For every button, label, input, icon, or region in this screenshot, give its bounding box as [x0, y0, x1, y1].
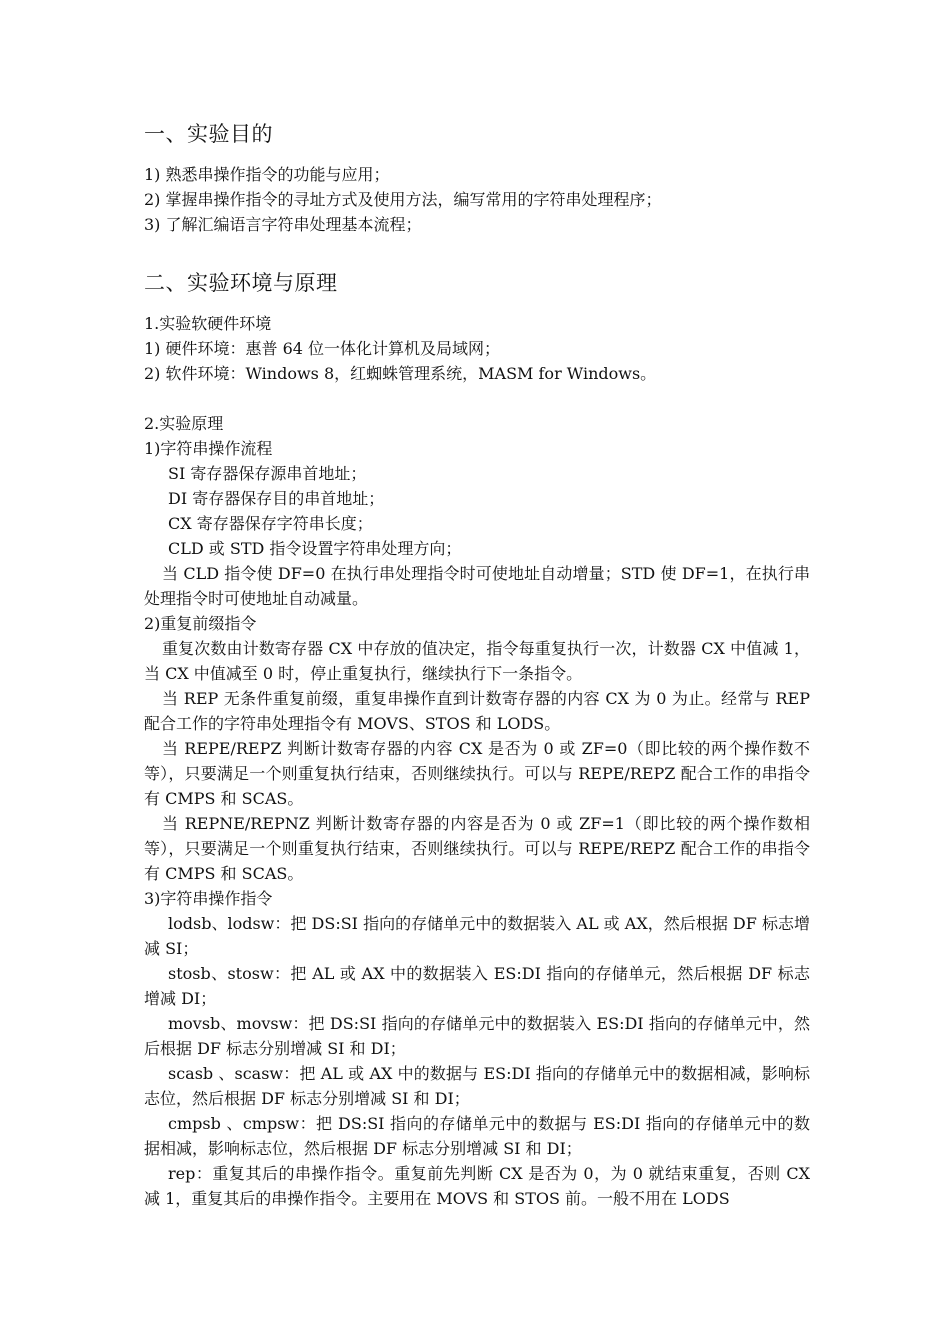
ops-paragraph: lodsb、lodsw：把 DS:SI 指向的存储单元中的数据装入 AL 或 AX，然后根据 DF 标志增减 SI； [144, 914, 810, 958]
section-heading-objectives: 一、实验目的 [144, 122, 273, 146]
prefix-paragraph: 重复次数由计数寄存器 CX 中存放的值决定，指令每重复执行一次，计数器 CX 中值减 1，当 CX 中值减至 0 时，停止重复执行，继续执行下一条指令。 [144, 639, 810, 683]
prefix-paragraph: 当 REPE/REPZ 判断计数寄存器的内容 CX 是否为 0 或 ZF=0（即比较的两个操作数不等），只要满足一个则重复执行结束，否则继续执行。可以与 REPE/REPZ 配合工作的串指令有 CMPS 和 SCAS。 [144, 739, 810, 808]
section-heading-environment: 二、实验环境与原理 [144, 271, 338, 295]
env-software: 2) 软件环境：Windows 8，红蜘蛛管理系统，MASM for Windows。 [144, 364, 657, 383]
flow-item: CLD 或 STD 指令设置字符串处理方向； [168, 539, 462, 558]
document-page [144, 118, 810, 1211]
flow-note: 当 CLD 指令使 DF=0 在执行串处理指令时可使地址自动增量；STD 使 DF=1，在执行串处理指令时可使地址自动减量。 [144, 564, 810, 608]
prefix-paragraph: 当 REP 无条件重复前缀，重复串操作直到计数寄存器的内容 CX 为 0 为止。经常与 REP 配合工作的字符串处理指令有 MOVS、STOS 和 LODS。 [144, 689, 810, 733]
ops-paragraph: stosb、stosw：把 AL 或 AX 中的数据装入 ES:DI 指向的存储单元，然后根据 DF 标志增减 DI； [144, 964, 810, 1008]
prefix-paragraph: 当 REPNE/REPNZ 判断计数寄存器的内容是否为 0 或 ZF=1（即比较的两个操作数相等），只要满足一个则重复执行结束，否则继续执行。可以与 REPE/REPZ 配合工作的串指令有 CMPS 和 SCAS。 [144, 814, 810, 883]
objective-item: 2) 掌握串操作指令的寻址方式及使用方法，编写常用的字符串处理程序； [144, 190, 662, 209]
flow-item: DI 寄存器保存目的串首地址； [168, 489, 385, 508]
spacer [144, 386, 810, 411]
prefix-title: 2)重复前缀指令 [144, 614, 257, 633]
flow-item: SI 寄存器保存源串首地址； [168, 464, 367, 483]
env-hardware: 1) 硬件环境：惠普 64 位一体化计算机及局域网； [144, 339, 501, 358]
objective-item: 1) 熟悉串操作指令的功能与应用； [144, 165, 390, 184]
env-title: 1.实验软硬件环境 [144, 314, 272, 333]
flow-item: CX 寄存器保存字符串长度； [168, 514, 373, 533]
flow-title: 1)字符串操作流程 [144, 439, 273, 458]
ops-paragraph: movsb、movsw：把 DS:SI 指向的存储单元中的数据装入 ES:DI 指向的存储单元中，然后根据 DF 标志分别增减 SI 和 DI； [144, 1014, 810, 1058]
ops-paragraph: rep：重复其后的串操作指令。重复前先判断 CX 是否为 0，为 0 就结束重复，否则 CX 减 1，重复其后的串操作指令。主要用在 MOVS 和 STOS 前。一般不用在 LODS [144, 1164, 810, 1208]
objective-item: 3) 了解汇编语言字符串处理基本流程； [144, 215, 422, 234]
principle-title: 2.实验原理 [144, 414, 224, 433]
ops-title: 3)字符串操作指令 [144, 889, 273, 908]
ops-paragraph: scasb 、scasw：把 AL 或 AX 中的数据与 ES:DI 指向的存储单元中的数据相减，影响标志位，然后根据 DF 标志分别增减 SI 和 DI； [144, 1064, 810, 1108]
ops-paragraph: cmpsb 、cmpsw：把 DS:SI 指向的存储单元中的数据与 ES:DI 指向的存储单元中的数据相减，影响标志位，然后根据 DF 标志分别增减 SI 和 DI； [144, 1114, 810, 1158]
